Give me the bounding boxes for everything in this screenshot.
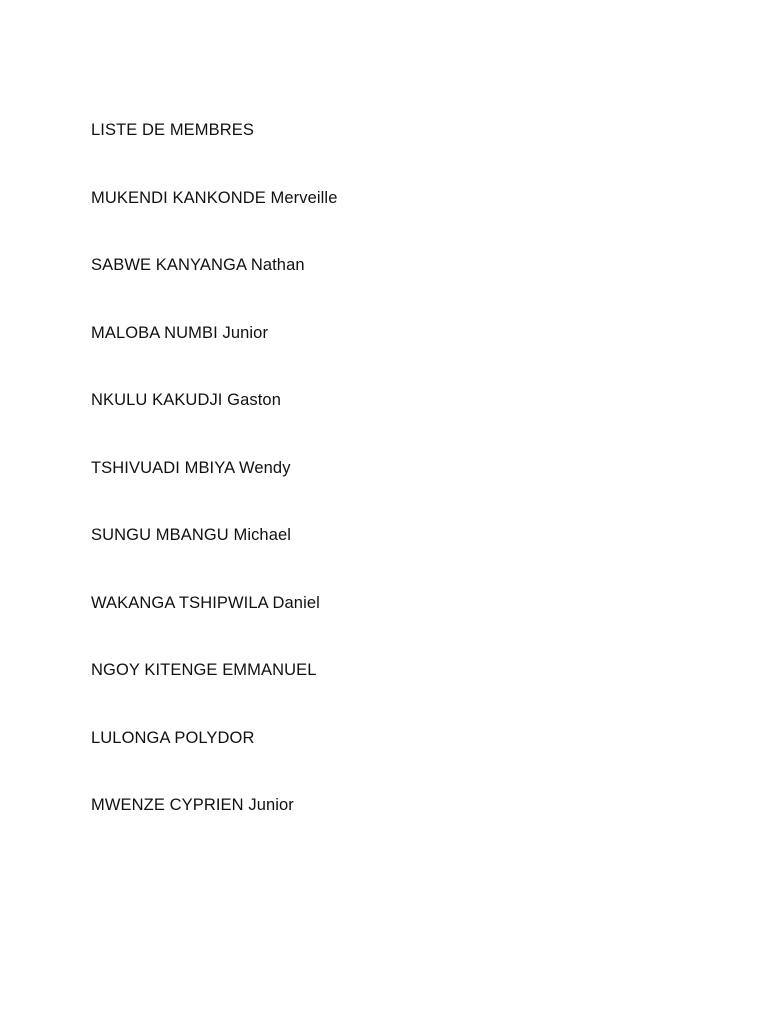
member-item: TSHIVUADI MBIYA Wendy <box>91 459 291 477</box>
member-item: NGOY KITENGE EMMANUEL <box>91 661 317 679</box>
member-item: SUNGU MBANGU Michael <box>91 526 292 544</box>
member-item: SABWE KANYANGA Nathan <box>91 256 305 274</box>
member-item: MWENZE CYPRIEN Junior <box>91 796 294 814</box>
member-item: MALOBA NUMBI Junior <box>91 324 269 342</box>
document-title: LISTE DE MEMBRES <box>91 121 254 139</box>
member-item: WAKANGA TSHIPWILA Daniel <box>91 594 320 612</box>
member-item: LULONGA POLYDOR <box>91 729 255 747</box>
member-item: MUKENDI KANKONDE Merveille <box>91 189 338 207</box>
member-item: NKULU KAKUDJI Gaston <box>91 391 281 409</box>
